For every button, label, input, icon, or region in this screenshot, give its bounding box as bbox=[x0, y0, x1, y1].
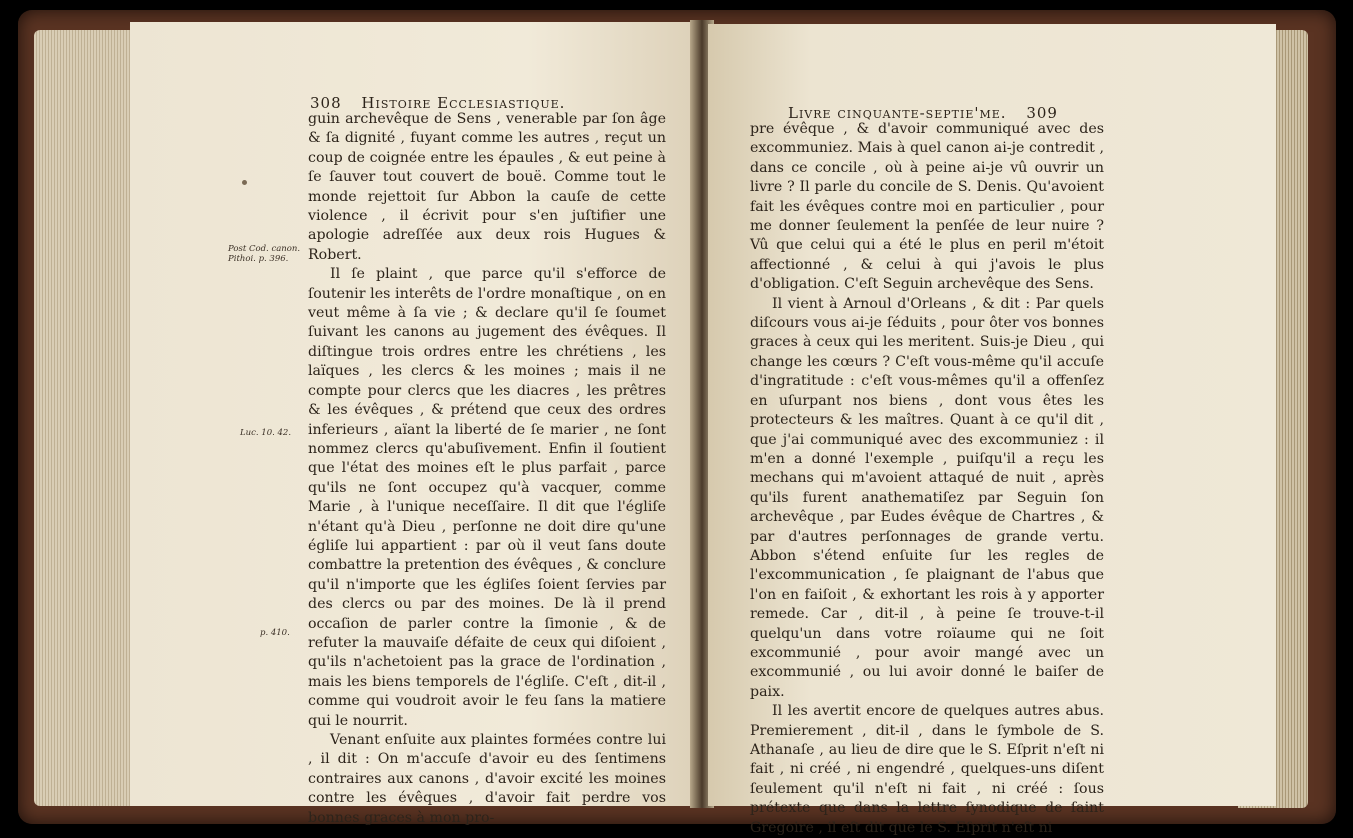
ink-spot bbox=[242, 180, 247, 185]
margin-note-3: p. 410. bbox=[260, 628, 290, 638]
right-running-head: Livre cinquante-septie'me. bbox=[788, 104, 1007, 122]
paragraph: Il les avertit encore de quelques autres abus. Premierement , dit-il , dans le ſymbole de S. Athanaſe , au lieu de dire que le S. Eſprit n'eſt ni fait , ni créé , ni engendré , quelques-uns diſent ſeulement qu'il n'eſt ni fait , ni créé : ſous prétexte que dans la lettre ſynodique de ſaint Gregoire , il eſt dit que le S. Eſprit n'eſt ni bbox=[750, 703, 1104, 836]
paragraph: Il ſe plaint , que parce qu'il s'efforce de ſoutenir les interêts de l'ordre monaſtique , on en veut même à ſa vie ; & declare qu'il ſe ſoumet ſuivant les canons au jugement des évêques. Il diſtingue trois ordres entre les chrétiens , les laïques , les clercs & les moines ; mais il ne compte pour clercs que les diacres , les prêtres & les évêques , & prétend que ceux des ordres inferieurs , aïant la liberté de ſe marier , ne ſont nommez clercs qu'abuſivement. Enfin il ſoutient que l'état des moines eſt le plus parfait , parce qu'ils ne ſont occupez qu'à vacquer, comme Marie , à l'unique neceſſaire. Il dit que l'égliſe n'étant qu'à Dieu , perſonne ne doit dire qu'une égliſe lui appartient : par où il veut ſans doute combattre la pretention des évêques , & conclure qu'il n'importe que les égliſes ſoient ſervies par des clercs ou par des moines. De là il prend occaſion de parler contre la ſimonie , & de refuter la mauvaiſe défaite de ceux qui diſoient , qu'ils n'achetoient pas la grace de l'ordination , mais les biens temporels de l'égliſe. C'eſt , dit-il , comme qui voudroit avoir le feu ſans la matiere qui le nourrit. bbox=[308, 266, 666, 729]
left-running-head: Histoire Ecclesiastique. bbox=[361, 94, 566, 112]
margin-note-2: Luc. 10. 42. bbox=[240, 428, 292, 438]
left-page bbox=[130, 22, 698, 826]
left-body-text bbox=[308, 110, 666, 828]
paragraph: pre évêque , & d'avoir communiqué avec des excommuniez. Mais à quel canon ai-je contredit , dans ce concile , où à peine ai-je vû ouvrir un livre ? Il parle du concile de S. Denis. Qu'avoient fait les évêques contre moi en particulier , pour me donner ſeulement la penſée de leur nuire ? Vû que celui qui a été le plus en peril m'étoit affectionné , & celui à qui j'avois le plus d'obligation. C'eſt Seguin archevêque des Sens. bbox=[750, 121, 1104, 293]
right-page-number: 309 bbox=[1026, 104, 1058, 122]
paragraph: guin archevêque de Sens , venerable par ſon âge & ſa dignité , fuyant comme les autres , reçut un coup de coignée entre les épaules , & eut peine à ſe ſauver tout couvert de bouë. Comme tout le monde rejettoit ſur Abbon la cauſe de cette violence , il écrivit pour s'en juſtifier une apologie adreſſée aux deux rois Hugues & Robert. bbox=[308, 111, 666, 263]
paragraph: Venant enſuite aux plaintes formées contre lui , il dit : On m'accuſe d'avoir eu des ſentimens contraires aux canons , d'avoir excité les moines contre les évêques , d'avoir fait perdre vos bonnes graces à mon pro- bbox=[308, 732, 666, 826]
right-page bbox=[708, 24, 1276, 836]
margin-note-1: Post Cod. canon. Pithoi. p. 396. bbox=[228, 244, 301, 264]
paragraph: Il vient à Arnoul d'Orleans , & dit : Par quels diſcours vous ai-je ſéduits , pour ôter vos bonnes graces à ceux qui les meritent. Suis-je Dieu , qui change les cœurs ? C'eſt vous-même qu'il accuſe d'ingratitude : c'eſt vous-mêmes qu'il a offenſez en uſurpant nos biens , dont vous êtes les protecteurs & les maîtres. Quant à ce qu'il dit , que j'ai communiqué avec des excommuniez : il m'en a donné l'exemple , puiſqu'il a reçu les mechans qui m'avoient attaqué de nuit , après qu'ils furent anathematiſez par Seguin ſon archevêque , par Eudes évêque de Chartres , & par d'autres perſonnages de grande vertu. Abbon s'étend enſuite ſur les regles de l'excommunication , ſe plaignant de l'abus que l'on en faiſoit , & exhortant les rois à y apporter remede. Car , dit-il , à peine ſe trouve-t-il quelqu'un dans votre roïaume qui ne ſoit excommunié , pour avoir mangé avec un excommunié , ou lui avoir donné le baiſer de paix. bbox=[750, 295, 1104, 700]
left-page-number: 308 bbox=[310, 94, 342, 112]
right-body-text bbox=[750, 120, 1104, 838]
